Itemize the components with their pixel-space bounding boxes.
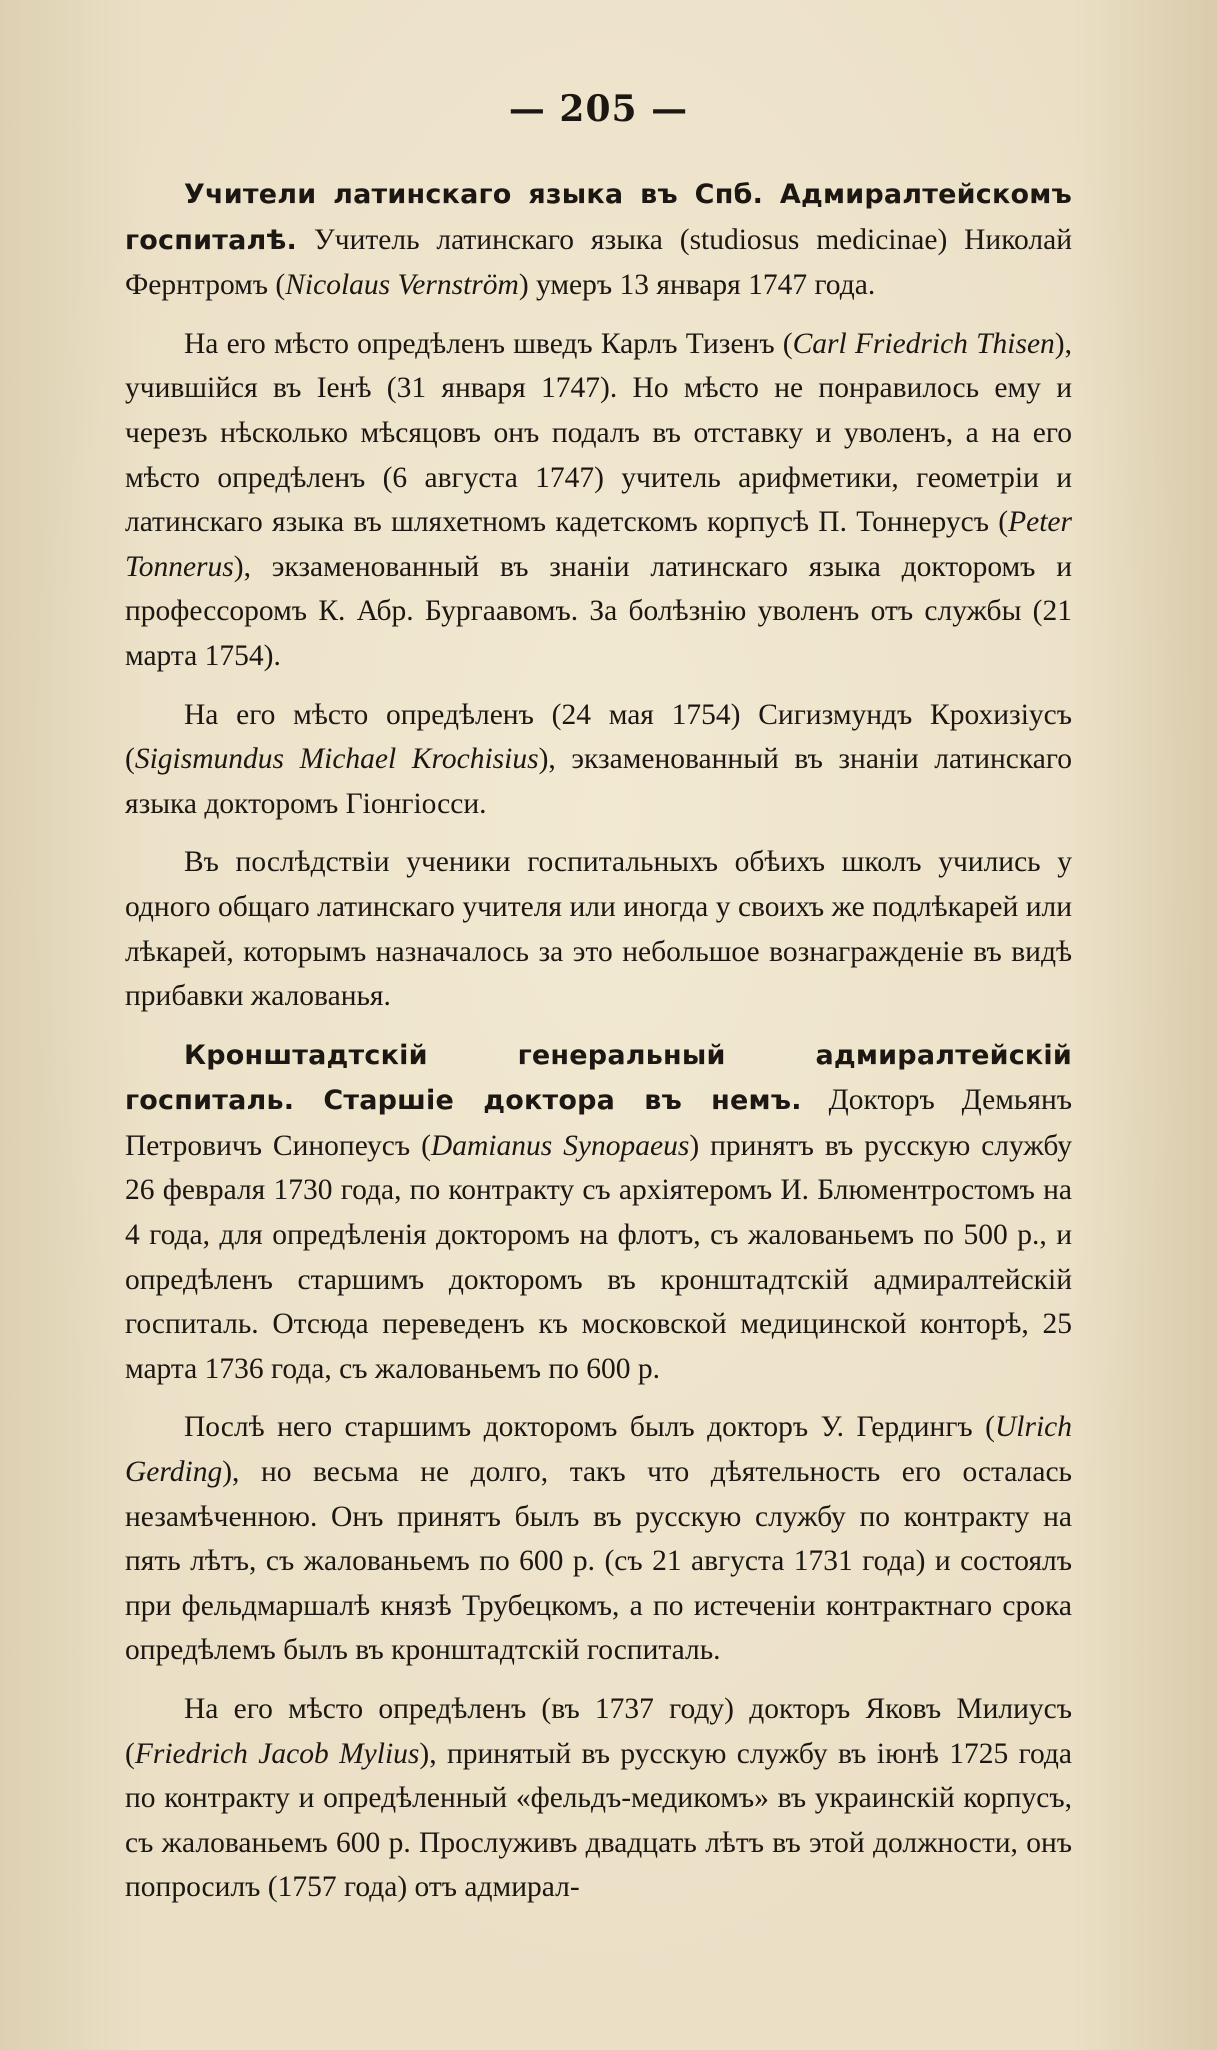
latin-term: studiosus medicinae xyxy=(689,223,938,256)
paragraph-krochisius xyxy=(125,693,1072,827)
latin-name: Carl Friedrich Thisen xyxy=(792,327,1055,360)
latin-name: Damianus Synopaeus xyxy=(430,1129,690,1162)
text-run: ), экзаменованный въ знаніи латинскаго языка докторомъ и профессоромъ К. Абр. Бургаавомъ. За болѣзнію уволенъ отъ службы (21 марта 1754). xyxy=(125,550,1072,672)
paragraph-gerding xyxy=(125,1405,1072,1673)
text-run: Докторъ Демьянъ Петровичъ Синопеусъ ( xyxy=(125,1084,1072,1162)
paragraph-kronstadt-hospital xyxy=(125,1033,1072,1392)
text-run: На его мѣсто опредѣленъ шведъ Карлъ Тизенъ ( xyxy=(184,327,793,360)
text-run: На его мѣсто опредѣленъ (24 мая 1754) Сигизмундъ Крохизіусъ ( xyxy=(125,698,1072,776)
page-number: — 205 — xyxy=(508,88,689,130)
text-run: Послѣ него старшимъ докторомъ былъ докторъ У. Гердингъ ( xyxy=(184,1411,995,1444)
section-heading-latin-teachers: Учители латинскаго языка въ Спб. Адмиралтейскомъ госпиталѣ. xyxy=(125,179,1072,256)
latin-name: Ulrich Gerding xyxy=(125,1411,1072,1489)
latin-name: Peter Tonnerus xyxy=(125,506,1072,583)
latin-name: Friedrich Jacob Mylius xyxy=(134,1737,420,1770)
text-run: ), но весьма не долго, такъ что дѣятельность его осталась незамѣченною. Онъ принятъ былъ въ русскую службу по контракту на пять лѣтъ, съ жалованьемъ по 600 р. (съ 21 августа 1731 года) и состоялъ при фельдмаршалѣ князѣ Трубецкомъ, а по истеченіи контрактнаго срока опредѣлемъ былъ въ кронштадтскій госпиталь. xyxy=(125,1456,1072,1667)
text-run: ) Николай Фернтромъ ( xyxy=(125,223,1072,302)
paragraph-latin-teachers xyxy=(125,172,1072,308)
text-run: ), экзаменованный въ знаніи латинскаго языка докторомъ Гіонгіосси. xyxy=(125,743,1072,820)
text-run: ) принятъ въ русскую службу 26 февраля 1730 года, по контракту съ архіятеромъ И. Блюментростомъ на 4 года, для опредѣленія докторомъ на флотъ, съ жалованьемъ по 500 р., и опредѣленъ старшимъ докторомъ въ кронштадтскій адмиралтейскій госпиталь. Отсюда переведенъ къ московской медицинской конторѣ, 25 марта 1736 года, съ жалованьемъ по 600 р. xyxy=(125,1129,1073,1385)
latin-name: Sigismundus Michael Krochisius xyxy=(134,743,539,776)
text-run: ) умеръ 13 января 1747 года. xyxy=(518,269,876,302)
text-run: Учитель латинскаго языка ( xyxy=(297,223,690,256)
paragraph-later-students xyxy=(125,840,1072,1018)
section-heading-kronstadt: Кронштадтскій генеральный адмиралтейскій госпиталь. Старшіе доктора въ немъ. xyxy=(125,1039,1072,1117)
text-run: На его мѣсто опредѣленъ (въ 1737 году) докторъ Яковъ Милиусъ ( xyxy=(125,1693,1072,1770)
text-run: Въ послѣдствіи ученики госпитальныхъ обѣихъ школъ учились у одного общаго латинскаго учителя или иногда у своихъ же подлѣкарей или лѣкарей, которымъ назначалось за это небольшое вознагражденіе въ видѣ прибавки жалованья. xyxy=(125,846,1072,1013)
paragraph-thisen xyxy=(125,322,1072,679)
latin-name: Nicolaus Vernström xyxy=(285,269,519,302)
text-run: ), учившійся въ Іенѣ (31 января 1747). Но мѣсто не понравилось ему и черезъ нѣсколько мѣсяцовъ онъ подалъ въ отставку и уволенъ, а на его мѣсто опредѣленъ (6 августа 1747) учитель арифметики, геометріи и латинскаго языка въ шляхетномъ кадетскомъ корпусѣ П. Тоннерусъ ( xyxy=(125,327,1072,539)
paragraph-mylius xyxy=(125,1687,1072,1910)
text-run: ), принятый въ русскую службу въ іюнѣ 1725 года по контракту и опредѣленный «фельдъ-медикомъ» въ украинскій корпусъ, съ жалованьемъ 600 р. Прослуживъ двадцать лѣтъ въ этой должности, онъ попросилъ (1757 года) отъ адмирал- xyxy=(125,1737,1072,1904)
